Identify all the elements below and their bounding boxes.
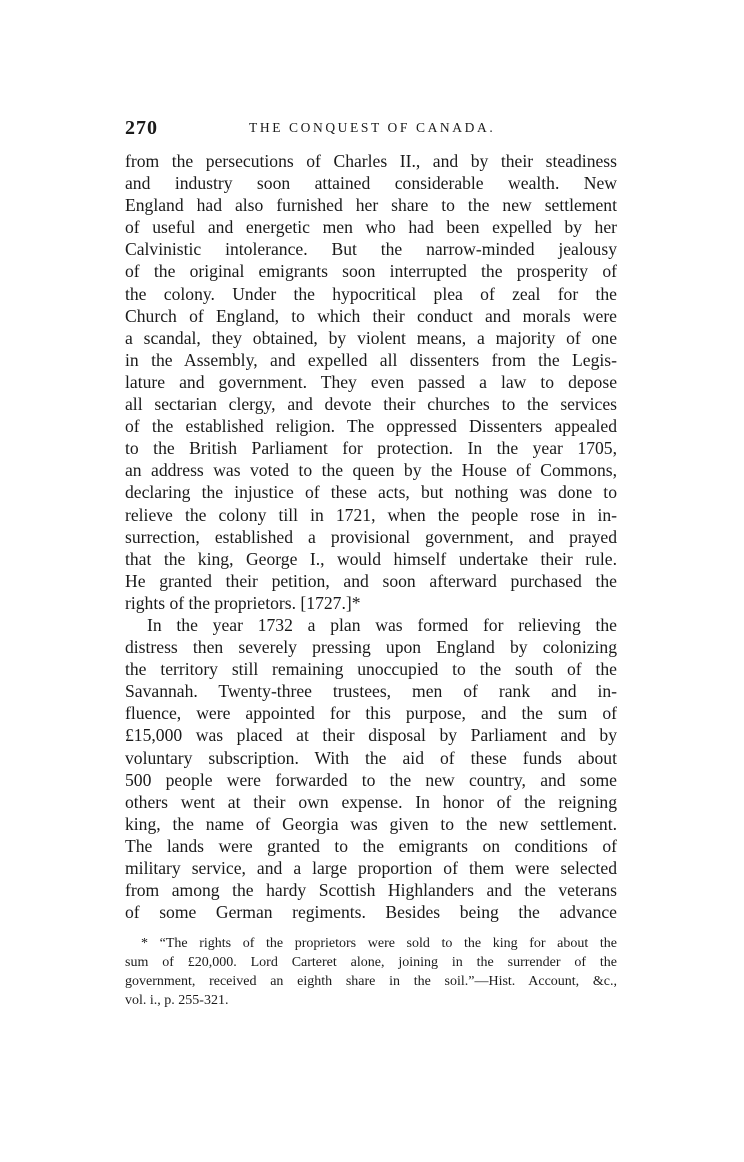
footnote-line: sum of £20,000. Lord Carteret alone, joining in the surrender of the <box>125 955 617 970</box>
text-line: Calvinistic intolerance. But the narrow-minded jealousy <box>125 239 617 260</box>
text-line: of useful and energetic men who had been expelled by her <box>125 217 617 238</box>
running-title: THE CONQUEST OF CANADA. <box>249 120 496 135</box>
text-line: the colony. Under the hypocritical plea of zeal for the <box>125 283 617 304</box>
text-line: an address was voted to the queen by the House of Commons, <box>125 460 617 481</box>
text-line: England had also furnished her share to the new settlement <box>125 195 617 216</box>
text-line: others went at their own expense. In honor of the reigning <box>125 791 617 812</box>
text-line: relieve the colony till in 1721, when the people rose in in- <box>125 504 617 525</box>
text-line: surrection, established a provisional government, and prayed <box>125 526 617 547</box>
footnote-line: vol. i., p. 255-321. <box>125 993 229 1008</box>
text-line: voluntary subscription. With the aid of these funds about <box>125 747 617 768</box>
text-line: of the established religion. The oppressed Dissenters appealed <box>125 416 617 437</box>
text-line: lature and government. They even passed a law to depose <box>125 371 617 392</box>
text-line: £15,000 was placed at their disposal by Parliament and by <box>125 725 617 746</box>
footnote <box>125 934 617 1010</box>
text-line: that the king, George I., would himself undertake their rule. <box>125 548 617 569</box>
text-line: fluence, were appointed for this purpose, and the sum of <box>125 703 617 724</box>
text-line: 500 people were forwarded to the new country, and some <box>125 769 617 790</box>
footnote-line: government, received an eighth share in the soil.”—Hist. Account, &c., <box>125 974 617 989</box>
footnote-line: * “The rights of the proprietors were sold to the king for about the <box>141 936 617 951</box>
text-line: a scandal, they obtained, by violent means, a majority of one <box>125 327 617 348</box>
text-line: the territory still remaining unoccupied to the south of the <box>125 659 617 680</box>
text-line: declaring the injustice of these acts, but nothing was done to <box>125 482 617 503</box>
page-number: 270 <box>125 117 158 139</box>
paragraph-end-line: rights of the proprietors. [1727.]* <box>125 592 361 613</box>
text-line: He granted their petition, and soon afterward purchased the <box>125 570 617 591</box>
body-text <box>125 150 617 923</box>
text-line: Church of England, to which their conduct and morals were <box>125 305 617 326</box>
text-line: The lands were granted to the emigrants on conditions of <box>125 835 617 856</box>
text-line: Savannah. Twenty-three trustees, men of rank and in- <box>125 681 617 702</box>
text-line: and industry soon attained considerable wealth. New <box>125 173 617 194</box>
text-line: of the original emigrants soon interrupted the prosperity of <box>125 261 617 282</box>
text-line: to the British Parliament for protection. In the year 1705, <box>125 438 617 459</box>
text-line: king, the name of Georgia was given to the new settlement. <box>125 813 617 834</box>
text-line: all sectarian clergy, and devote their churches to the services <box>125 394 617 415</box>
text-line: distress then severely pressing upon England by colonizing <box>125 637 617 658</box>
text-line: military service, and a large proportion of them were selected <box>125 858 617 878</box>
paragraph-start-line: In the year 1732 a plan was formed for relieving the <box>147 614 617 635</box>
text-line: in the Assembly, and expelled all dissenters from the Legis- <box>125 349 617 370</box>
text-line: from among the hardy Scottish Highlanders and the veterans <box>125 880 617 901</box>
text-line: from the persecutions of Charles II., and by their steadiness <box>125 151 617 171</box>
page-header <box>125 117 617 141</box>
text-line: of some German regiments. Besides being the advance <box>125 902 617 923</box>
